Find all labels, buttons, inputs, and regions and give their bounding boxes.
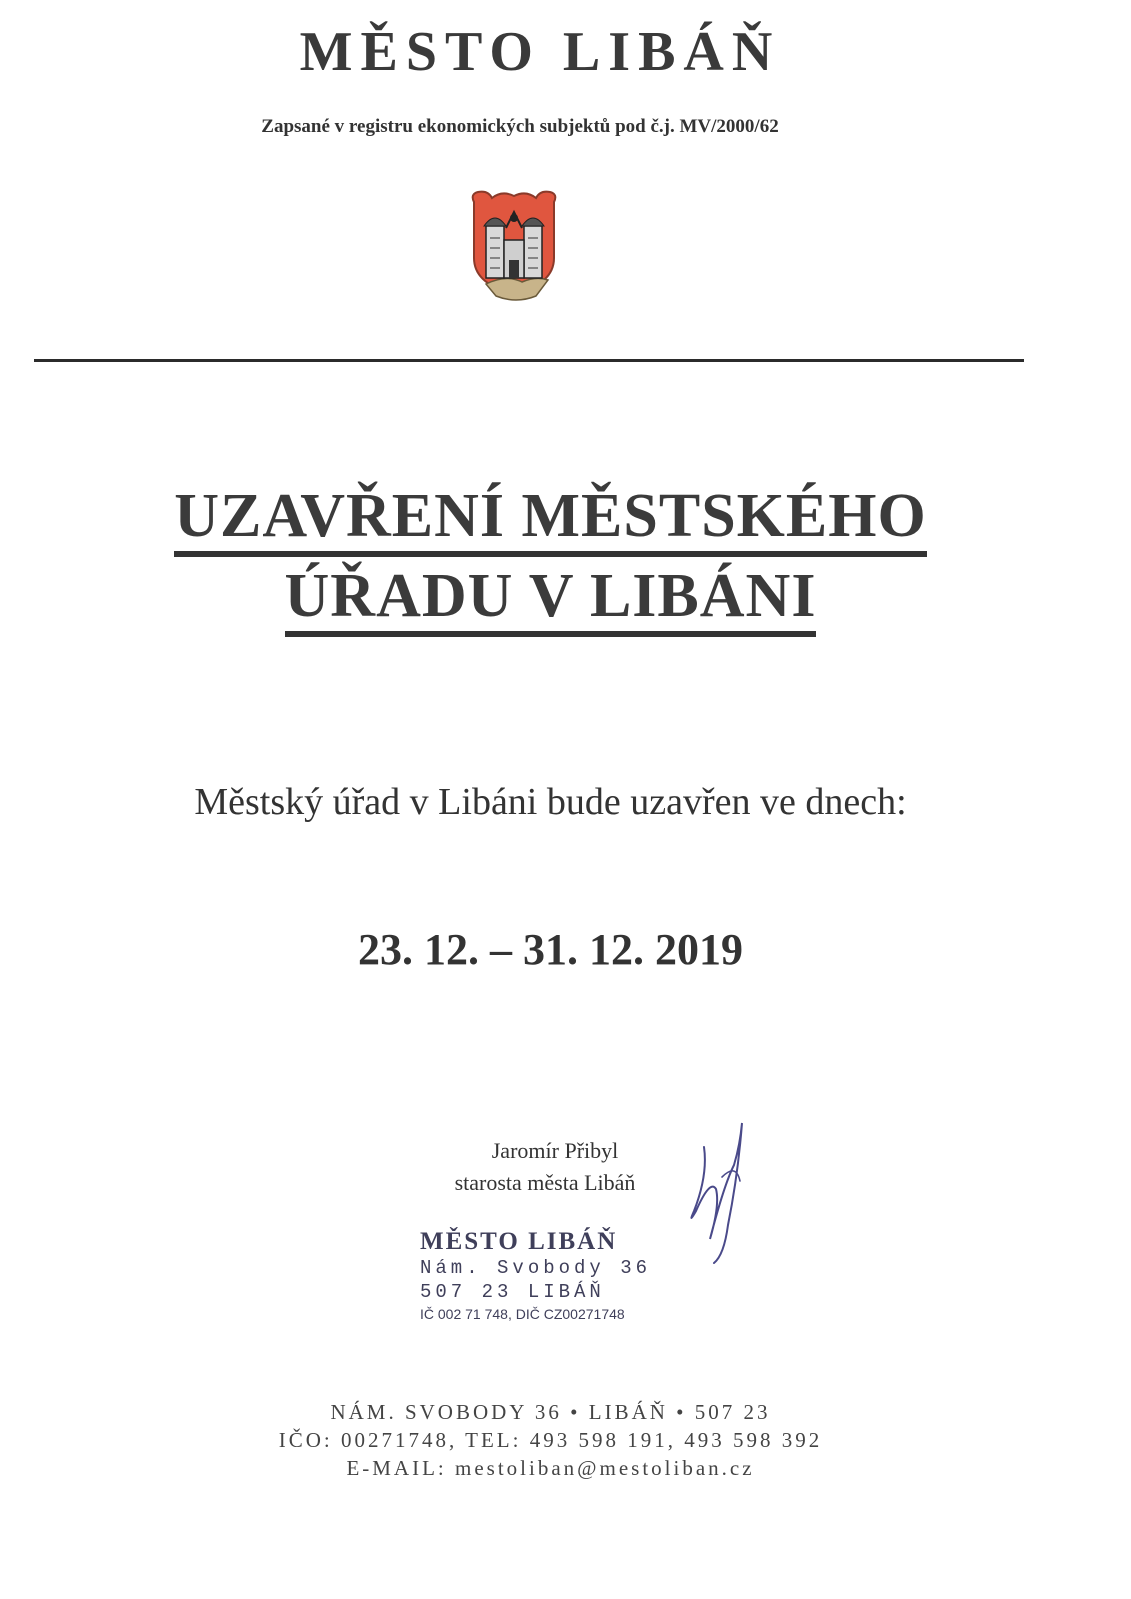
notice-title: [0, 476, 1101, 636]
closure-dates: 23. 12. – 31. 12. 2019: [358, 925, 743, 974]
official-stamp: [420, 1228, 690, 1324]
footer-email: E-MAIL: mestoliban@mestoliban.cz: [346, 1456, 755, 1480]
footer-address: NÁM. SVOBODY 36 • LIBÁŇ • 507 23: [330, 1400, 771, 1424]
letterhead-title: MĚSTO LIBÁŇ: [299, 21, 781, 83]
footer-contacts: [0, 1398, 1101, 1482]
header-divider: [34, 359, 1024, 362]
footer-phone: IČO: 00271748, TEL: 493 598 191, 493 598 392: [278, 1428, 823, 1452]
stamp-title: MĚSTO LIBÁŇ: [420, 1228, 618, 1255]
notice-text: Městský úřad v Libáni bude uzavřen ve dnech:: [194, 781, 907, 823]
signer-role: starosta města Libáň: [454, 1170, 636, 1195]
stamp-address: Nám. Svobody 36: [420, 1257, 652, 1279]
notice-title-line-1: UZAVŘENÍ MĚSTSKÉHO: [174, 481, 926, 557]
stamp-ids: IČ 002 71 748, DIČ CZ00271748: [420, 1306, 625, 1322]
stamp-postcode: 507 23 LIBÁŇ: [420, 1281, 605, 1303]
letterhead-subtitle: Zapsané v registru ekonomických subjektů pod č.j. MV/2000/62: [261, 116, 779, 137]
handwritten-signature: [680, 1115, 770, 1265]
signer-name: Jaromír Přibyl: [491, 1138, 619, 1163]
notice-title-line-2: ÚŘADU V LIBÁNI: [285, 561, 817, 637]
coat-of-arms-icon: [466, 188, 562, 304]
